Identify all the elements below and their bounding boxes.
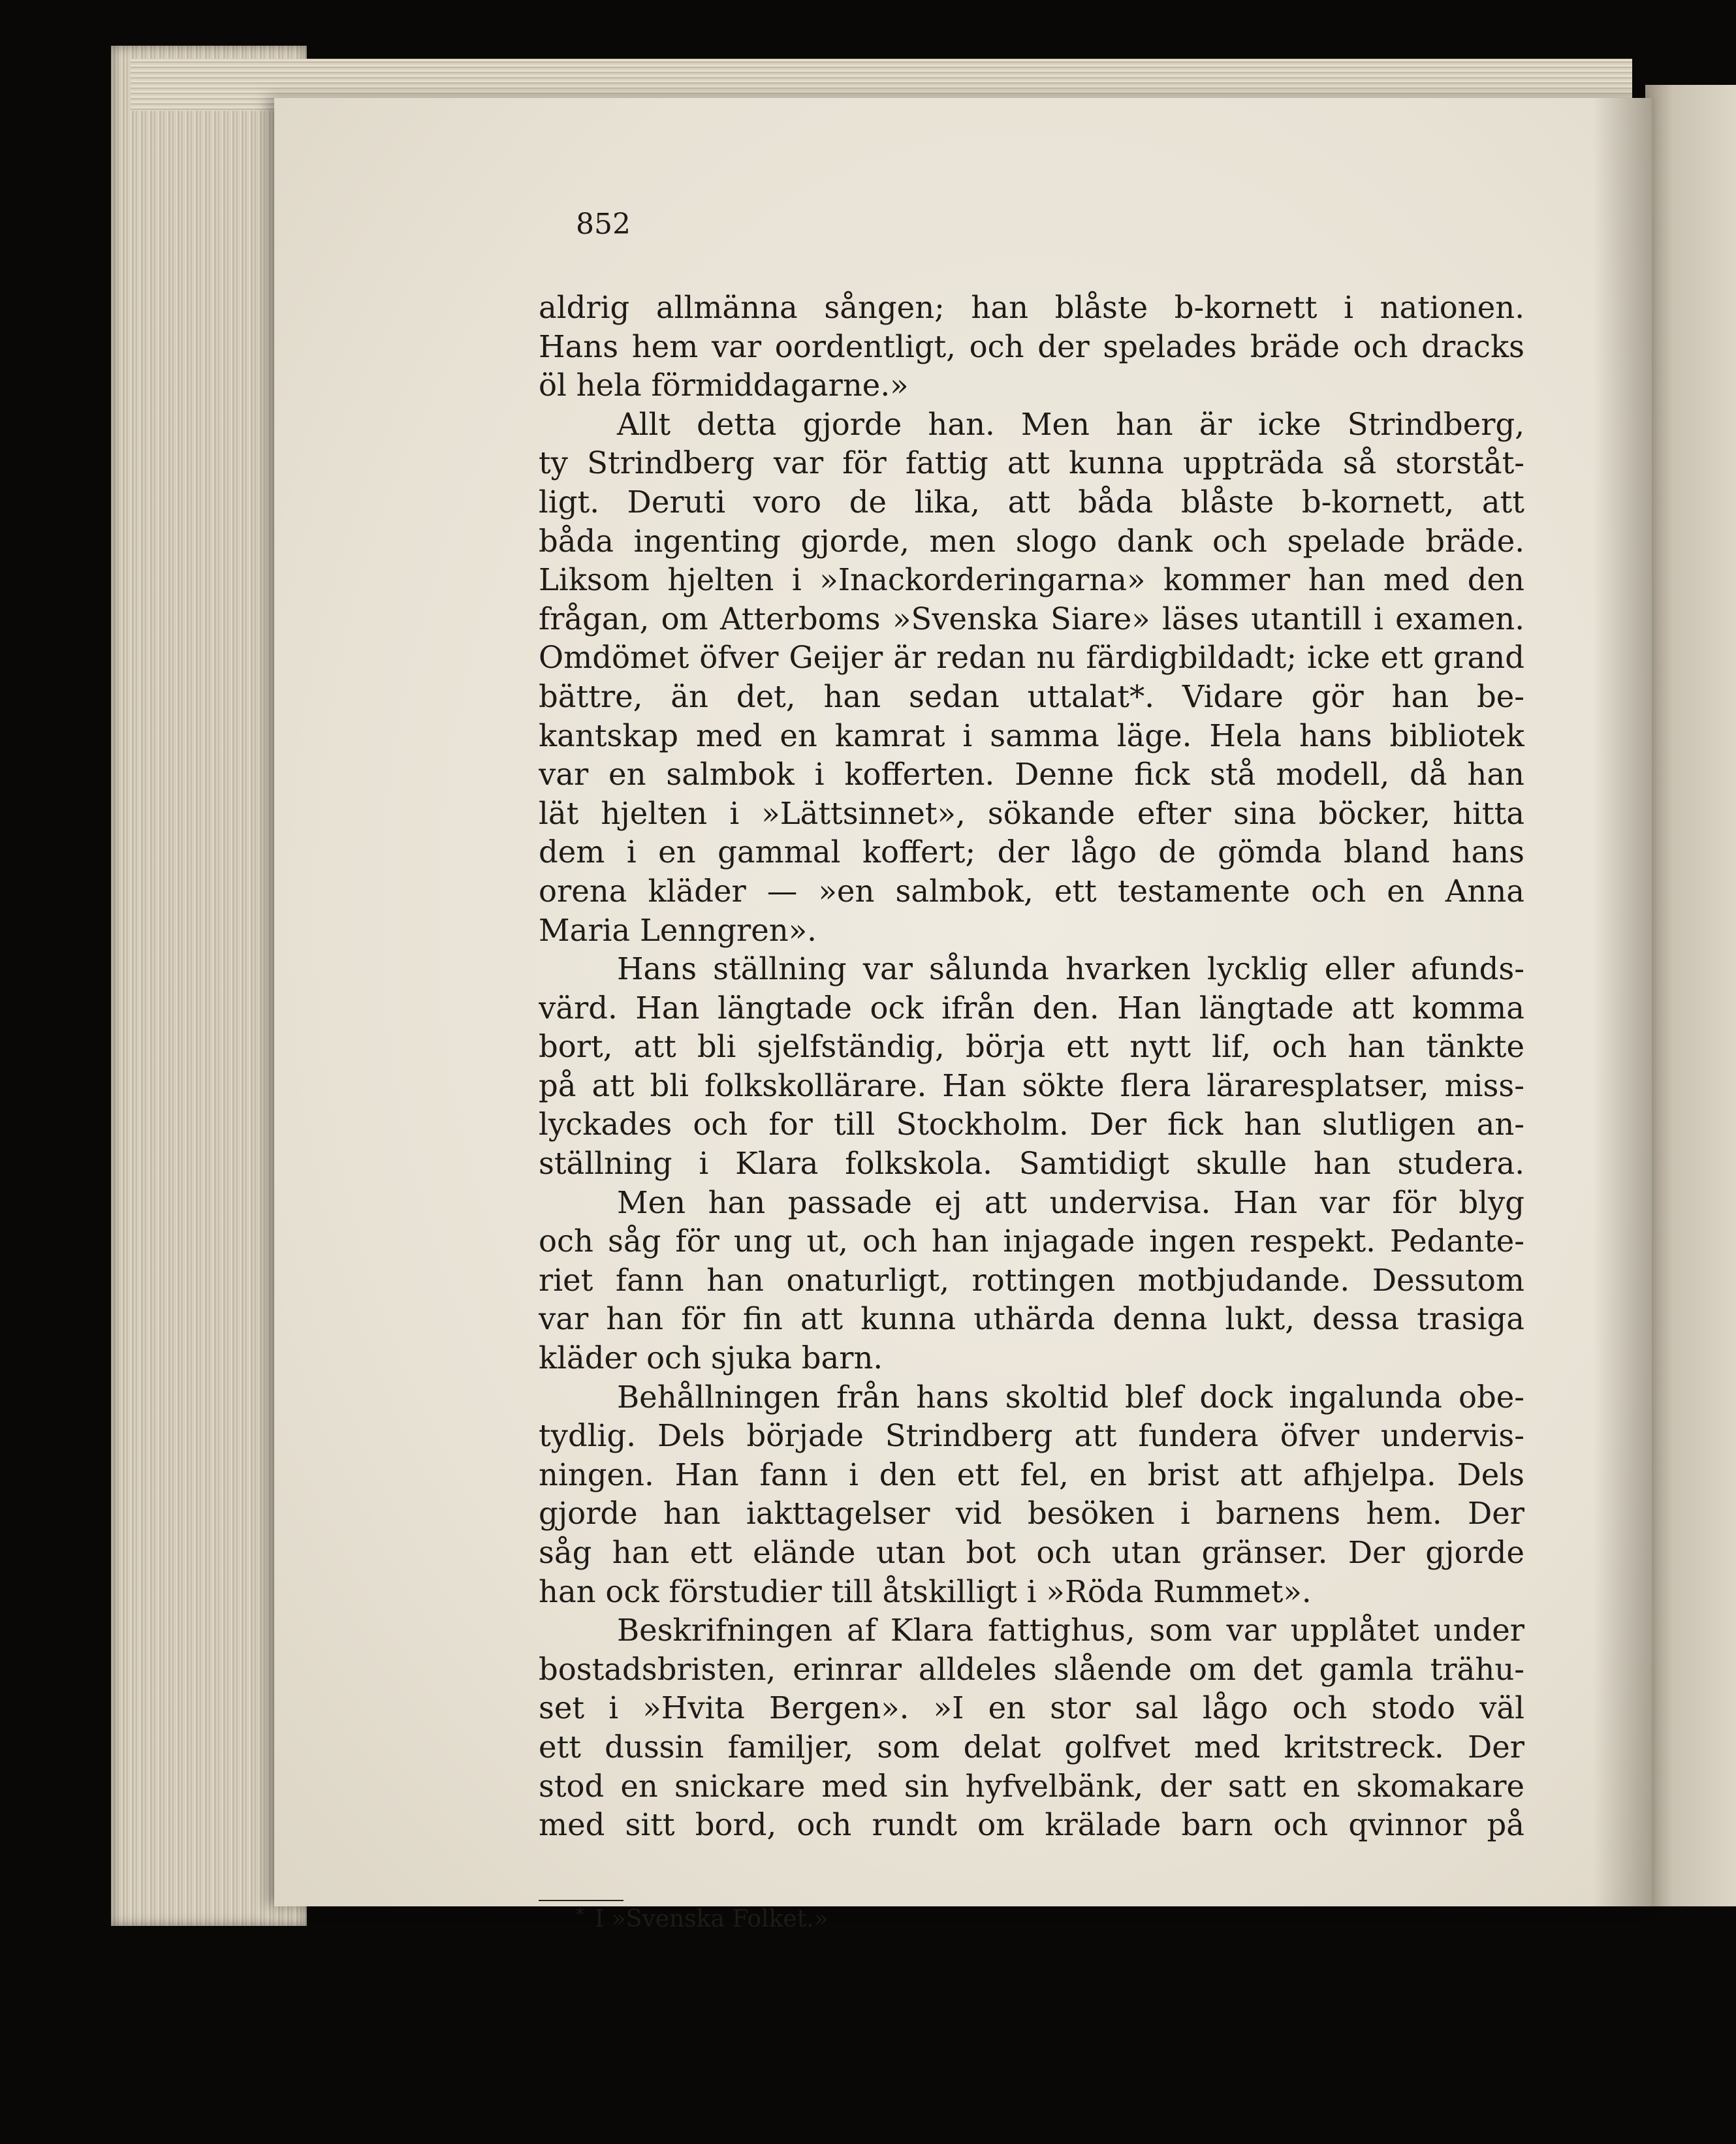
- text-line: Omdömet öfver Geijer är redan nu färdigbildadt; icke ett grand: [539, 640, 1524, 676]
- footnote-marker: *: [576, 1905, 584, 1925]
- adjacent-page: [1645, 85, 1736, 1906]
- text-line: på att bli folkskollärare. Han sökte flera läraresplatser, miss-: [539, 1067, 1524, 1103]
- footnote: [576, 1905, 829, 1932]
- text-line: Hans hem var oordentligt, och der spelades bräde och dracks: [539, 328, 1524, 364]
- text-line: gjorde han iakttagelser vid besöken i barnens hem. Der: [539, 1496, 1524, 1532]
- text-line: båda ingenting gjorde, men slogo dank och spelade bräde.: [539, 523, 1524, 559]
- text-line: såg han ett elände utan bot och utan gränser. Der gjorde: [539, 1535, 1524, 1570]
- text-line: han ock förstudier till åtskilligt i »Röda Rummet».: [539, 1573, 1312, 1609]
- text-line: orena kläder — »en salmbok, ett testamente och en Anna: [539, 873, 1524, 909]
- text-line: stod en snickare med sin hyfvelbänk, der satt en skomakare: [539, 1768, 1524, 1804]
- text-line: ett dussin familjer, som delat golfvet med kritstreck. Der: [539, 1729, 1524, 1765]
- text-line: ligt. Deruti voro de lika, att båda blåste b-kornett, att: [539, 484, 1524, 520]
- text-line: Hans ställning var sålunda hvarken lycklig eller afunds-: [617, 951, 1524, 987]
- text-line: set i »Hvita Bergen». »I en stor sal lågo och stodo väl: [539, 1690, 1524, 1726]
- text-line: frågan, om Atterboms »Svenska Siare» läses utantill i examen.: [539, 601, 1524, 637]
- text-line: lyckades och for till Stockholm. Der fick han slutligen an-: [539, 1107, 1524, 1143]
- text-line: riet fann han onaturligt, rottingen motbjudande. Dessutom: [539, 1262, 1524, 1298]
- text-line: ställning i Klara folkskola. Samtidigt skulle han studera.: [539, 1146, 1524, 1182]
- text-line: dem i en gammal koffert; der lågo de gömda bland hans: [539, 834, 1524, 870]
- text-line: aldrig allmänna sången; han blåste b-kornett i nationen.: [539, 290, 1524, 325]
- text-line: Beskrifningen af Klara fattighus, som var upplåtet under: [617, 1613, 1524, 1648]
- text-line: tydlig. Dels började Strindberg att fundera öfver undervis-: [539, 1418, 1524, 1454]
- text-line: bort, att bli sjelfständig, börja ett nytt lif, och han tänkte: [539, 1029, 1524, 1065]
- page-number: 852: [576, 208, 631, 241]
- text-line: lät hjelten i »Lättsinnet», sökande efter sina böcker, hitta: [539, 795, 1524, 831]
- text-line: var han för fin att kunna uthärda denna lukt, dessa trasiga: [539, 1301, 1524, 1337]
- text-line: bostadsbristen, erinrar alldeles slående om det gamla trähu-: [539, 1651, 1524, 1687]
- text-line: ty Strindberg var för fattig att kunna uppträda så storståt-: [539, 445, 1524, 481]
- text-line: bättre, än det, han sedan uttalat*. Vidare gör han be-: [539, 678, 1524, 714]
- text-line: Allt detta gjorde han. Men han är icke Strindberg,: [617, 406, 1524, 442]
- text-line: med sitt bord, och rundt om krälade barn och qvinnor på: [539, 1807, 1524, 1843]
- footnote-rule: [539, 1900, 623, 1901]
- page-gutter-shadow: [1593, 98, 1652, 1906]
- text-line: Liksom hjelten i »Inackorderingarna» kommer han med den: [539, 562, 1524, 598]
- text-line: kantskap med en kamrat i samma läge. Hela hans bibliotek: [539, 717, 1524, 753]
- footnote-text: I »Svenska Folket.»: [595, 1906, 829, 1932]
- text-line: kläder och sjuka barn.: [539, 1340, 883, 1376]
- text-line: Maria Lenngren».: [539, 912, 817, 948]
- text-line: och såg för ung ut, och han injagade ingen respekt. Pedante-: [539, 1223, 1524, 1259]
- text-line: öl hela förmiddagarne.»: [539, 368, 909, 403]
- text-line: var en salmbok i kofferten. Denne fick stå modell, då han: [539, 757, 1524, 793]
- text-line: Behållningen från hans skoltid blef dock ingalunda obe-: [617, 1379, 1524, 1415]
- text-line: Men han passade ej att undervisa. Han var för blyg: [617, 1184, 1524, 1220]
- body-text: [539, 289, 1524, 1845]
- text-line: ningen. Han fann i den ett fel, en brist att afhjelpa. Dels: [539, 1457, 1524, 1492]
- text-line: värd. Han längtade ock ifrån den. Han längtade att komma: [539, 990, 1524, 1026]
